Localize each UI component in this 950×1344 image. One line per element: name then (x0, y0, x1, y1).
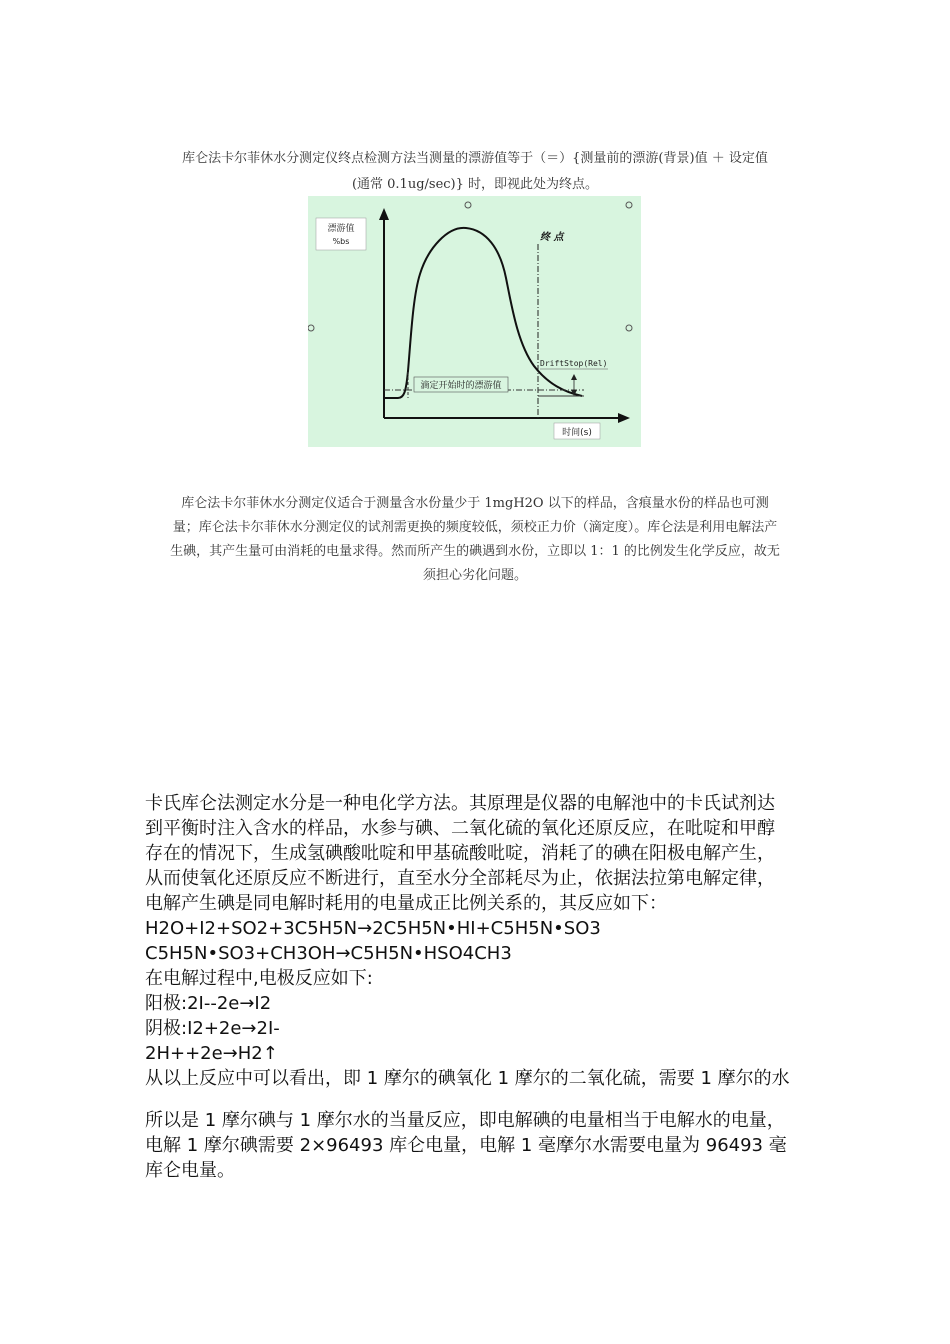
handle-icon (308, 325, 314, 331)
drift-curve-figure (308, 196, 641, 447)
body-text (145, 791, 815, 1183)
figure-caption-bottom (140, 492, 810, 588)
drift-stop-arrow-up (571, 374, 577, 380)
endpoint-label: 终 点 (540, 232, 564, 243)
paragraph-line: 从以上反应中可以看出，即 1 摩尔的碘氧化 1 摩尔的二氧化硫，需要 1 摩尔的水 (145, 1068, 790, 1089)
caption-line: (通常 0.1ug/sec)} 时，即视此处为终点。 (351, 177, 599, 192)
drift-curve-svg (308, 196, 641, 447)
paragraph-line: 到平衡时注入含水的样品，水参与碘、二氧化硫的氧化还原反应，在吡啶和甲醇 (145, 818, 775, 839)
cathode-reaction: 阴极:I2+2e→2I- (145, 1018, 280, 1039)
paragraph-line: 在电解过程中,电极反应如下: (145, 968, 373, 989)
y-axis-arrow (379, 208, 389, 220)
caption-line: 须担心劣化问题。 (422, 568, 527, 583)
paragraph-line: 卡氏库仑法测定水分是一种电化学方法。其原理是仪器的电解池中的卡氏试剂达 (145, 793, 775, 814)
caption-line: 库仑法卡尔菲休水分测定仪终点检测方法当测量的漂游值等于（＝）{测量前的漂游(背景)值 ＋ 设定值 (182, 151, 768, 166)
handle-icon (626, 325, 632, 331)
cathode-reaction: 2H++2e→H2↑ (145, 1043, 278, 1064)
y-axis-label: 漂游值 (327, 224, 355, 234)
figure-caption-top (140, 146, 810, 198)
paragraph-line: 从而使氧化还原反应不断进行，直至水分全部耗尽为止，依据法拉第电解定律， (145, 868, 775, 889)
handle-icon (626, 202, 632, 208)
paragraph-gap (145, 1091, 815, 1108)
handle-icon (465, 202, 471, 208)
paragraph-line: 库仑电量。 (145, 1160, 235, 1181)
paragraph-line: 电解 1 摩尔碘需要 2×96493 库仑电量，电解 1 毫摩尔水需要电量为 96493 毫 (145, 1135, 787, 1156)
reaction-equation: H2O+I2+SO2+3C5H5N→2C5H5N•HI+C5H5N•SO3 (145, 918, 601, 939)
paragraph-line: 电解产生碘是同电解时耗用的电量成正比例关系的，其反应如下： (145, 893, 667, 914)
reaction-equation: C5H5N•SO3+CH3OH→C5H5N•HSO4CH3 (145, 943, 512, 964)
paragraph-line: 存在的情况下，生成氢碘酸吡啶和甲基硫酸吡啶，消耗了的碘在阳极电解产生， (145, 843, 775, 864)
drift-curve (384, 228, 582, 398)
caption-line: 库仑法卡尔菲休水分测定仪适合于测量含水份量少于 1mgH2O 以下的样品，含痕量水份的样品也可测 (181, 496, 769, 511)
x-axis-arrow (618, 413, 630, 423)
anode-reaction: 阳极:2I--2e→I2 (145, 993, 272, 1014)
y-axis-unit: %bs (332, 237, 350, 246)
drift-stop-label: DriftStop(Rel) (540, 359, 608, 368)
x-axis-label: 时间(s) (562, 428, 592, 438)
paragraph-line: 所以是 1 摩尔碘与 1 摩尔水的当量反应，即电解碘的电量相当于电解水的电量， (145, 1110, 785, 1131)
start-drift-label: 滴定开始时的漂游值 (420, 381, 502, 391)
caption-line: 生碘，其产生量可由消耗的电量求得。然而所产生的碘遇到水份，立即以 1：1 的比例发生化学反应，故无 (170, 544, 780, 559)
caption-line: 量；库仑法卡尔菲休水分测定仪的试剂需更换的频度较低，须校正力价（滴定度）。库仑法是利用电解法产 (172, 520, 778, 535)
